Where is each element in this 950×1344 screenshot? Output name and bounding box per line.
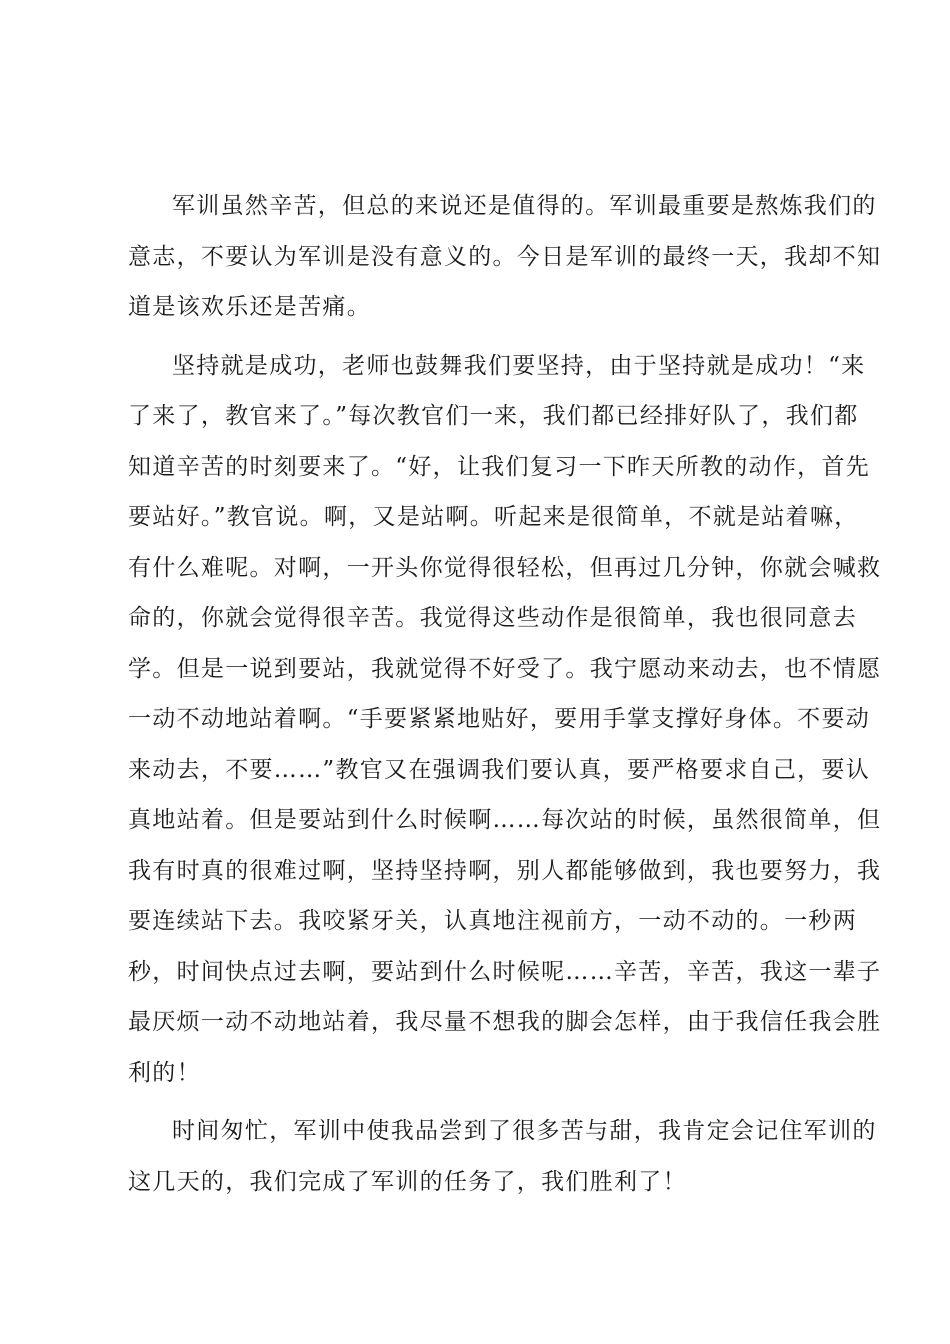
- text-line: 有什么难呢。对啊，一开头你觉得很轻松，但再过几分钟，你就会喊救: [128, 554, 882, 581]
- text-line: 利的！: [128, 1059, 201, 1086]
- text-line: 最厌烦一动不动地站着，我尽量不想我的脚会怎样，由于我信任我会胜: [128, 1009, 882, 1035]
- text-line: 我有时真的很难过啊，坚持坚持啊，别人都能够做到，我也要努力，我: [128, 857, 882, 884]
- text-line: 命的，你就会觉得很辛苦。我觉得这些动作是很简单，我也很同意去: [128, 605, 857, 631]
- text-line: 要连续站下去。我咬紧牙关，认真地注视前方，一动不动的。一秒两: [128, 908, 857, 934]
- text-line: 知道辛苦的时刻要来了。“好，让我们复习一下昨天所教的动作，首先: [128, 453, 871, 480]
- text-line: 学。但是一说到要站，我就觉得不好受了。我宁愿动来动去，也不情愿: [128, 655, 882, 682]
- text-line: 意志，不要认为军训是没有意义的。今日是军训的最终一天，我却不知: [128, 243, 882, 270]
- text-line: 真地站着。但是要站到什么时候啊……每次站的时候，虽然很简单，但: [128, 807, 882, 833]
- paragraph-3: [128, 1106, 877, 1207]
- text-line: 这几天的，我们完成了军训的任务了，我们胜利了！: [128, 1168, 687, 1195]
- text-line: 来动去，不要……”教官又在强调我们要认真，要严格要求自己，要认: [128, 756, 871, 783]
- document-body: [128, 181, 882, 1215]
- text-line: 坚持就是成功，老师也鼓舞我们要坚持，由于坚持就是成功！“来: [172, 352, 866, 379]
- text-line: 要站好。”教官说。啊，又是站啊。听起来是很简单，不就是站着嘛，: [128, 504, 859, 530]
- text-line: 秒，时间快点过去啊，要站到什么时候呢……辛苦，辛苦，我这一辈子: [128, 958, 882, 985]
- paragraph-2: [128, 341, 882, 1099]
- paragraph-1: [128, 181, 882, 333]
- text-line: 了来了，教官来了。”每次教官们一来，我们都已经排好队了，我们都: [128, 403, 859, 429]
- text-line: 一动不动地站着啊。“手要紧紧地贴好，要用手掌支撑好身体。不要动: [128, 706, 871, 732]
- text-line: 军训虽然辛苦，但总的来说还是值得的。军训最重要是熬炼我们的: [172, 193, 877, 219]
- text-line: 道是该欢乐还是苦痛。: [128, 294, 371, 320]
- text-line: 时间匆忙，军训中使我品尝到了很多苦与甜，我肯定会记住军训的: [172, 1118, 877, 1144]
